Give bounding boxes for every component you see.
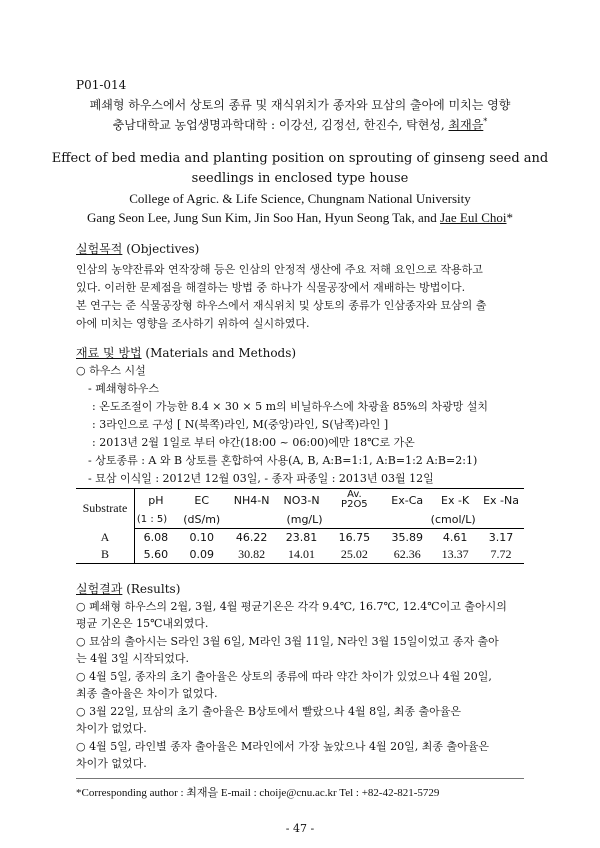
methods-line: ○ 하우스 시설 bbox=[76, 364, 146, 377]
table-cell: 30.82 bbox=[227, 546, 277, 564]
table-unit: (cmol/L) bbox=[382, 511, 524, 529]
results-line: 최종 출아율은 차이가 없었다. bbox=[76, 687, 218, 700]
objectives-line: 있다. 이러한 문제점을 해결하는 방법 중 하나가 식물공장에서 재배하는 방법이다. bbox=[76, 281, 466, 294]
table-cell: A bbox=[76, 529, 134, 547]
results-line: 평균 기온은 15℃내외였다. bbox=[76, 617, 209, 630]
table-cell: B bbox=[76, 546, 134, 564]
table-col-header: Av. P2O5 bbox=[326, 489, 382, 512]
table-cell: 4.61 bbox=[442, 531, 468, 544]
results-line: 차이가 없었다. bbox=[76, 722, 147, 735]
corresponding-author-korean: 최재을 bbox=[448, 118, 484, 132]
objectives-heading bbox=[76, 240, 199, 257]
authors-english-text: Gang Seon Lee, Jung Sun Kim, Jin Soo Han, Hyun Seong Tak, and bbox=[86, 210, 441, 225]
results-heading-ko: 실험결과 bbox=[76, 582, 123, 596]
table-cell: 5.60 bbox=[134, 546, 176, 564]
table-cell: 0.10 bbox=[189, 531, 214, 544]
table-cell: 13.37 bbox=[432, 546, 478, 564]
results-line: 는 4월 3일 시작되었다. bbox=[76, 652, 189, 665]
corresponding-author-english: Jae Eul Choi bbox=[440, 210, 507, 225]
results-heading bbox=[76, 580, 180, 597]
table-cell: 16.75 bbox=[338, 531, 371, 544]
table-col-header: NO3-N bbox=[277, 489, 327, 512]
affiliation-english: College of Agric. & Life Science, Chungnam National University bbox=[129, 191, 471, 206]
methods-line: - 폐쇄형하우스 bbox=[88, 382, 159, 395]
page-number: - 47 - bbox=[285, 822, 315, 835]
table-row bbox=[76, 529, 524, 547]
methods-heading bbox=[76, 344, 296, 361]
table-header-row bbox=[76, 489, 524, 512]
table-col-header: Ex -Na bbox=[478, 489, 524, 512]
table-cell: 35.89 bbox=[391, 531, 423, 544]
table-units-row bbox=[76, 511, 524, 529]
title-english-line1: Effect of bed media and planting position on sprouting of ginseng seed and bbox=[51, 151, 549, 166]
methods-line: - 상토종류 : A 와 B 상토를 혼합하여 사용(A, B, A:B=1:1, A:B=1:2 A:B=2:1) bbox=[88, 454, 478, 467]
methods-line: - 묘삼 이식일 : 2012년 12월 03일, - 종자 파종일 : 2013년 03월 12일 bbox=[88, 472, 434, 485]
abstract-code: P01-014 bbox=[76, 78, 127, 92]
objectives-line: 본 연구는 준 식물공장형 하우스에서 재식위치 및 상토의 종류가 인삼종자와 묘삼의 출 bbox=[76, 299, 487, 312]
table-col-header: Ex-Ca bbox=[382, 489, 432, 512]
table-cell: 25.02 bbox=[326, 546, 382, 564]
footnote-divider bbox=[76, 778, 524, 779]
objectives-line: 아에 미치는 영향을 조사하기 위하여 실시하였다. bbox=[76, 317, 310, 330]
results-line: ○ 폐쇄형 하우스의 2월, 3월, 4월 평균기온은 각각 9.4℃, 16.7℃, 12.4℃이고 출아시의 bbox=[76, 600, 507, 613]
objectives-heading-ko: 실험목적 bbox=[76, 242, 123, 256]
results-line: ○ 4월 5일, 라인별 종자 출아율은 M라인에서 가장 높았으나 4월 20일, 최종 출아율은 bbox=[76, 740, 489, 753]
table-cell: 7.72 bbox=[478, 546, 524, 564]
results-line: 차이가 없었다. bbox=[76, 757, 147, 770]
results-line: ○ 4월 5일, 종자의 초기 출아율은 상토의 종류에 따라 약간 차이가 있었으나 4월 20일, bbox=[76, 670, 492, 683]
substrate-properties-table bbox=[76, 488, 524, 564]
objectives-line: 인삼의 농약잔류와 연작장해 등은 인삼의 안정적 생산에 주요 저해 요인으로 작용하고 bbox=[76, 263, 483, 276]
table-row bbox=[76, 546, 524, 564]
table-cell: 62.36 bbox=[382, 546, 432, 564]
corresponding-mark: * bbox=[483, 117, 488, 126]
table-cell: 23.81 bbox=[285, 531, 318, 544]
table-cell: 0.09 bbox=[177, 546, 227, 564]
table-cell: 14.01 bbox=[277, 546, 327, 564]
table-cell: 46.22 bbox=[235, 531, 268, 544]
table-cell: 3.17 bbox=[488, 531, 514, 544]
results-line: ○ 묘삼의 출아시는 S라인 3월 6일, M라인 3월 11일, N라인 3월 15일이었고 종자 출아 bbox=[76, 635, 499, 648]
corresponding-mark-english: * bbox=[506, 210, 513, 225]
footnote: *Corresponding author : 최재을 E-mail : choije@cnu.ac.kr Tel : +82-42-821-5729 bbox=[76, 787, 440, 799]
methods-line: : 3라인으로 구성 [ N(북쪽)라인, M(중앙)라인, S(남쪽)라인 ] bbox=[92, 418, 389, 431]
affiliation-korean bbox=[0, 116, 600, 133]
table-col-header: EC bbox=[177, 489, 227, 512]
table-unit: (1 : 5) bbox=[134, 511, 176, 529]
methods-heading-ko: 재료 및 방법 bbox=[76, 346, 142, 360]
table-unit: (dS/m) bbox=[177, 511, 227, 529]
objectives-heading-en: (Objectives) bbox=[122, 242, 200, 256]
table-row-header: Substrate bbox=[76, 489, 134, 529]
methods-line: : 2013년 2월 1일로 부터 야간(18:00 ~ 06:00)에만 18℃로 가온 bbox=[92, 436, 415, 449]
table-unit: (mg/L) bbox=[227, 511, 383, 529]
results-line: ○ 3월 22일, 묘삼의 초기 출아율은 B상토에서 빨랐으나 4월 8일, 최종 출아율은 bbox=[76, 705, 462, 718]
table-col-header: NH4-N bbox=[227, 489, 277, 512]
table-col-header: Ex -K bbox=[432, 489, 478, 512]
affiliation-korean-text: 충남대학교 농업생명과학대학 : 이강선, 김정선, 한진수, 탁현성, bbox=[112, 118, 449, 132]
title-english-line2: seedlings in enclosed type house bbox=[191, 171, 409, 186]
results-heading-en: (Results) bbox=[122, 582, 181, 596]
authors-english bbox=[0, 210, 600, 226]
table-col-header: pH bbox=[134, 489, 176, 512]
methods-heading-en: (Materials and Methods) bbox=[141, 346, 297, 360]
methods-line: : 온도조절이 가능한 8.4 × 30 × 5 m의 비닐하우스에 차광율 85%의 차광망 설치 bbox=[92, 400, 488, 413]
title-korean: 폐쇄형 하우스에서 상토의 종류 및 재식위치가 종자와 묘삼의 출아에 미치는 영향 bbox=[89, 98, 511, 112]
table-cell: 6.08 bbox=[143, 531, 169, 544]
